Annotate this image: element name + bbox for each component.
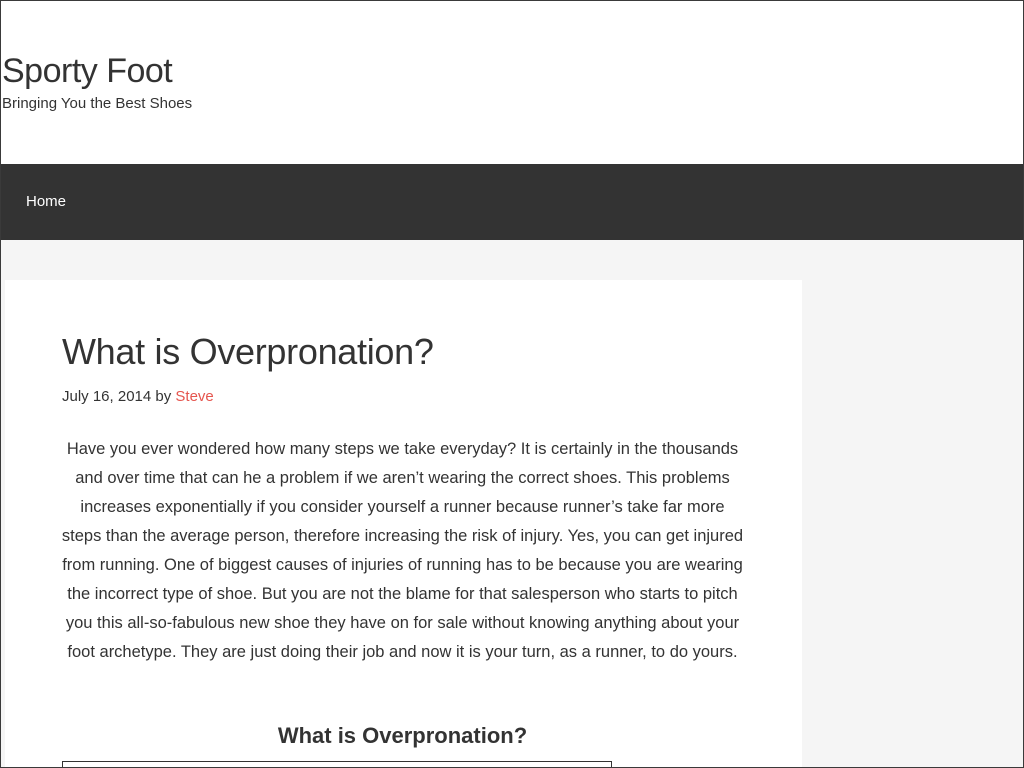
post-date: July 16, 2014	[62, 388, 152, 405]
site-title[interactable]: Sporty Foot	[2, 52, 173, 90]
nav-item-home[interactable]: Home	[26, 193, 67, 210]
post-article	[5, 280, 802, 768]
post-image-frame	[62, 761, 612, 768]
post-body-paragraph: Have you ever wondered how many steps we take everyday? It is certainly in the thousands and over time that can he a problem if we aren’t wearing the correct shoes. This problems increases exponentially if you consider yourself a runner because runner’s take far more steps than the average person, therefore increasing the risk of injury. Yes, you can get injured from running. One of biggest causes of injuries of running has to be because you are wearing the incorrect type of shoe. But you are not the blame for that salesperson who starts to pitch you this all-so-fabulous new shoe they have on for sale without knowing anything about your foot archetype. They are just doing their job and now it is your turn, as a runner, to do yours.	[61, 440, 744, 661]
post-subheading: What is Overpronation?	[277, 723, 528, 748]
post-author-link[interactable]: Steve	[175, 388, 214, 405]
site-header	[1, 1, 1023, 164]
post-by-label: by	[155, 388, 172, 405]
primary-nav	[1, 164, 1023, 240]
content-area	[1, 240, 1023, 768]
post-meta	[62, 387, 214, 407]
site-tagline: Bringing You the Best Shoes	[2, 95, 193, 112]
post-title[interactable]: What is Overpronation?	[62, 331, 434, 372]
